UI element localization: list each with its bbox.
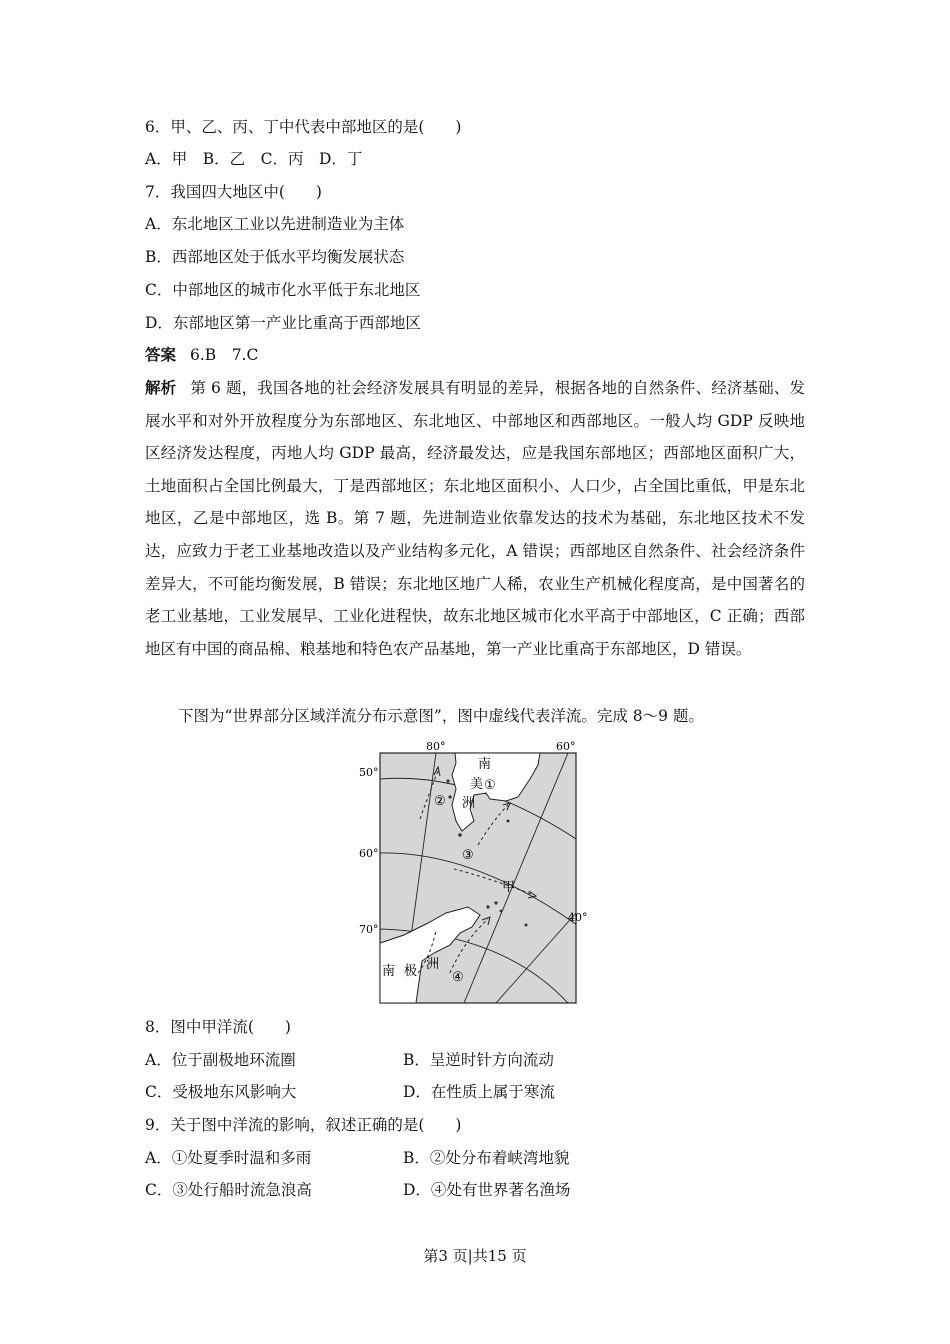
sa-label-1: 南 bbox=[478, 757, 492, 772]
ocean-current-map bbox=[358, 735, 598, 1007]
question-9-stem: 9．关于图中洋流的影响，叙述正确的是( ) bbox=[145, 1116, 462, 1134]
analysis-paragraph bbox=[145, 372, 805, 665]
island-dot bbox=[507, 820, 510, 823]
question-7-option-d: D．东部地区第一产业比重高于西部地区 bbox=[145, 314, 421, 332]
answer-text: 6.B 7.C bbox=[190, 346, 259, 364]
island-dot bbox=[525, 924, 528, 927]
answer-label: 答案 bbox=[145, 346, 177, 364]
question-9-option-c: C．③处行船时流急浪高 bbox=[145, 1181, 312, 1199]
lat-label-60: 60° bbox=[359, 847, 379, 860]
island-dot bbox=[446, 779, 449, 782]
question-9-option-a: A．①处夏季时温和多雨 bbox=[145, 1149, 312, 1167]
lat-label-50: 50° bbox=[359, 766, 379, 779]
question-7-option-a: A．东北地区工业以先进制造业为主体 bbox=[145, 215, 405, 233]
question-7-option-b: B．西部地区处于低水平均衡发展状态 bbox=[145, 248, 405, 266]
lon-label-40: 40° bbox=[568, 911, 588, 924]
question-8-option-c: C．受极地东风影响大 bbox=[145, 1083, 297, 1101]
analysis-text: 第 6 题，我国各地的社会经济发展具有明显的差异，根据各地的自然条件、经济基础、发展水平和对外开放程度分为东部地区、东北地区、中部地区和西部地区。一般人均 GDP 反映地区经济发达程度，丙地人均 GDP 最高，经济最发达，应是我国东部地区；西部地区面积广大，土地面积占全国比例最大，丁是西部地区；东北地区面积小、人口少，占全国比重低，甲是东北地区，乙是中部地区，选 B。第 7 题，先进制造业依靠发达的技术为基础，东北地区技术不发达，应致力于老工业基地改造以及产业结构多元化，A 错误；西部地区自然条件、社会经济条件差异大，不可能均衡发展，B 错误；东北地区地广人稀，农业生产机械化程度高，是中国著名的老工业基地，工业发展早、工业化进程快，故东北地区城市化水平高于中部地区，C 正确；西部地区有中国的商品棉、粮基地和特色农产品基地，第一产业比重高于东部地区，D 错误。 bbox=[145, 379, 805, 658]
island-dot bbox=[494, 901, 497, 904]
ant-label-1: 南 bbox=[382, 964, 396, 979]
sa-label-2: 美 bbox=[470, 777, 484, 792]
lon-label-80: 80° bbox=[426, 740, 446, 753]
sa-label-3: 洲 bbox=[462, 796, 476, 811]
island-dot bbox=[458, 833, 462, 837]
current-label-jia: 甲 bbox=[502, 880, 516, 895]
question-8-option-b: B．呈逆时针方向流动 bbox=[403, 1051, 554, 1069]
ant-label-2: 极 bbox=[404, 964, 418, 979]
question-6-stem: 6．甲、乙、丙、丁中代表中部地区的是( ) bbox=[145, 118, 462, 136]
lat-label-70: 70° bbox=[359, 923, 379, 936]
question-9-option-b: B．②处分布着峡湾地貌 bbox=[403, 1149, 570, 1167]
question-8-stem: 8．图中甲洋流( ) bbox=[145, 1018, 291, 1036]
marker-3: ③ bbox=[462, 848, 474, 863]
island-dot bbox=[500, 910, 503, 913]
analysis-label: 解析 bbox=[145, 379, 177, 397]
figure-intro: 下图为“世界部分区域洋流分布示意图”，图中虚线代表洋流。完成 8～9 题。 bbox=[178, 707, 704, 725]
page-footer: 第3 页|共15 页 bbox=[423, 1247, 527, 1265]
answer-line bbox=[145, 345, 258, 365]
question-6-options: A．甲 B．乙 C．丙 D．丁 bbox=[145, 150, 363, 168]
question-9-option-d: D．④处有世界著名渔场 bbox=[403, 1181, 571, 1199]
marker-1: ① bbox=[484, 778, 496, 793]
marker-2: ② bbox=[434, 794, 446, 809]
question-7-option-c: C．中部地区的城市化水平低于东北地区 bbox=[145, 281, 421, 299]
lon-label-60: 60° bbox=[556, 740, 576, 753]
marker-4: ④ bbox=[452, 970, 464, 985]
ant-label-3: 洲 bbox=[426, 957, 440, 972]
question-8-option-d: D．在性质上属于寒流 bbox=[403, 1083, 555, 1101]
island-dot bbox=[486, 905, 489, 908]
island-dot bbox=[448, 795, 451, 798]
question-7-stem: 7．我国四大地区中( ) bbox=[145, 183, 322, 201]
question-8-option-a: A．位于副极地环流圈 bbox=[145, 1051, 296, 1069]
